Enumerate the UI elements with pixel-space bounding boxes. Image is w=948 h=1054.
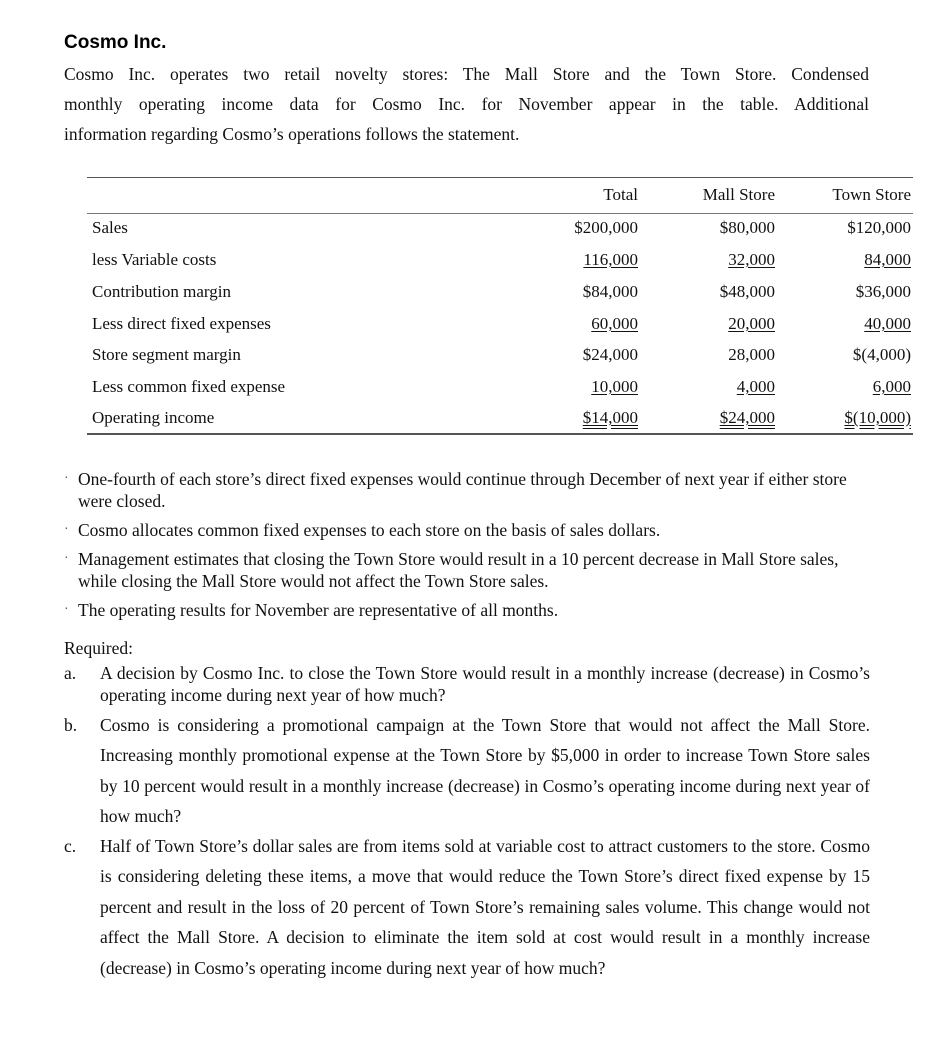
question-text: Half of Town Store’s dollar sales are from items sold at variable cost to attract customers to the store. Cosmo is considering deleting these items, a move that would reduce the Town Store’s direct fixed expense by 15 percent and result in the loss of 20 percent of Town Store’s remaining sales volume. This change would not affect the Mall Store. A decision to eliminate the item sold at cost would result in a monthly increase (decrease) in Cosmo’s operating income during next year of how much? bbox=[100, 836, 870, 978]
cell-common-fixed-total: 10,000 bbox=[591, 377, 638, 396]
bullet-text: One-fourth of each store’s direct fixed expenses would continue through December of next year if either store were closed. bbox=[78, 469, 847, 511]
cell-contribution-margin-mall: $48,000 bbox=[719, 282, 775, 301]
header-town-store: Town Store bbox=[832, 185, 911, 204]
intro-line: Cosmo Inc. operates two retail novelty stores: The Mall Store and the Town Store. Condensed bbox=[64, 64, 869, 84]
question-text: Cosmo is considering a promotional campaign at the Town Store that would not affect the Mall Store. Increasing monthly promotional expense at the Town Store by $5,000 in order to increase Town Store sales by 10 percent would result in a monthly increase (decrease) in Cosmo’s operating income during next year of how much? bbox=[100, 715, 870, 827]
bullet-marker: · bbox=[64, 522, 69, 537]
question-c bbox=[64, 831, 870, 983]
cell-common-fixed-mall: 4,000 bbox=[736, 377, 775, 396]
header-total: Total bbox=[603, 185, 638, 204]
question-text: A decision by Cosmo Inc. to close the Town Store would result in a monthly increase (decrease) in Cosmo’s operating income during next year of how much? bbox=[100, 663, 870, 705]
question-letter: c. bbox=[64, 836, 77, 856]
cell-segment-margin-mall: 28,000 bbox=[728, 345, 775, 364]
question-a bbox=[64, 662, 870, 706]
bullet-marker: · bbox=[64, 471, 69, 486]
cell-common-fixed-town: 6,000 bbox=[872, 377, 911, 396]
cell-contribution-margin-town: $36,000 bbox=[855, 282, 911, 301]
intro-line: information regarding Cosmo’s operations follows the statement. bbox=[64, 124, 520, 144]
bullet-text: The operating results for November are representative of all months. bbox=[78, 600, 559, 620]
intro-paragraph bbox=[64, 59, 869, 149]
cell-variable-costs-town: 84,000 bbox=[864, 250, 911, 269]
row-label-direct-fixed: Less direct fixed expenses bbox=[92, 314, 271, 333]
cell-sales-town: $120,000 bbox=[847, 218, 911, 237]
table-header-rule bbox=[87, 213, 913, 214]
list-item bbox=[64, 468, 870, 512]
row-label-common-fixed: Less common fixed expense bbox=[92, 377, 286, 396]
list-item bbox=[64, 519, 870, 541]
cell-direct-fixed-mall: 20,000 bbox=[728, 314, 775, 333]
additional-info-list bbox=[64, 468, 870, 628]
cell-segment-margin-total: $24,000 bbox=[582, 345, 638, 364]
row-label-segment-margin: Store segment margin bbox=[92, 345, 241, 364]
document-title: Cosmo Inc. bbox=[64, 32, 167, 53]
list-item bbox=[64, 599, 870, 621]
header-mall-store: Mall Store bbox=[702, 185, 775, 204]
cell-operating-income-mall: $24,000 bbox=[719, 408, 775, 427]
cell-direct-fixed-total: 60,000 bbox=[591, 314, 638, 333]
intro-line: monthly operating income data for Cosmo Inc. for November appear in the table. Additional bbox=[64, 94, 869, 114]
row-label-sales: Sales bbox=[92, 218, 128, 237]
list-item bbox=[64, 548, 870, 592]
bullet-text: Cosmo allocates common fixed expenses to each store on the basis of sales dollars. bbox=[78, 520, 661, 540]
cell-variable-costs-total: 116,000 bbox=[583, 250, 638, 269]
bullet-marker: · bbox=[64, 551, 69, 566]
question-letter: b. bbox=[64, 715, 78, 735]
cell-segment-margin-town: $(4,000) bbox=[852, 345, 911, 364]
table-bottom-rule bbox=[87, 433, 913, 435]
question-letter: a. bbox=[64, 663, 77, 683]
cell-direct-fixed-town: 40,000 bbox=[864, 314, 911, 333]
question-b bbox=[64, 710, 870, 832]
row-label-operating-income: Operating income bbox=[92, 408, 215, 427]
cell-operating-income-total: $14,000 bbox=[582, 408, 638, 427]
row-label-variable-costs: less Variable costs bbox=[92, 250, 217, 269]
required-heading: Required: bbox=[64, 638, 134, 658]
cell-sales-mall: $80,000 bbox=[719, 218, 775, 237]
cell-contribution-margin-total: $84,000 bbox=[582, 282, 638, 301]
bullet-text: Management estimates that closing the Town Store would result in a 10 percent decrease in Mall Store sales, while closing the Mall Store would not affect the Town Store sales. bbox=[78, 549, 839, 591]
row-label-contribution-margin: Contribution margin bbox=[92, 282, 231, 301]
table-top-rule bbox=[87, 177, 913, 178]
cell-variable-costs-mall: 32,000 bbox=[728, 250, 775, 269]
cell-sales-total: $200,000 bbox=[574, 218, 638, 237]
bullet-marker: · bbox=[64, 602, 69, 617]
cell-operating-income-town: $(10,000) bbox=[844, 408, 911, 427]
